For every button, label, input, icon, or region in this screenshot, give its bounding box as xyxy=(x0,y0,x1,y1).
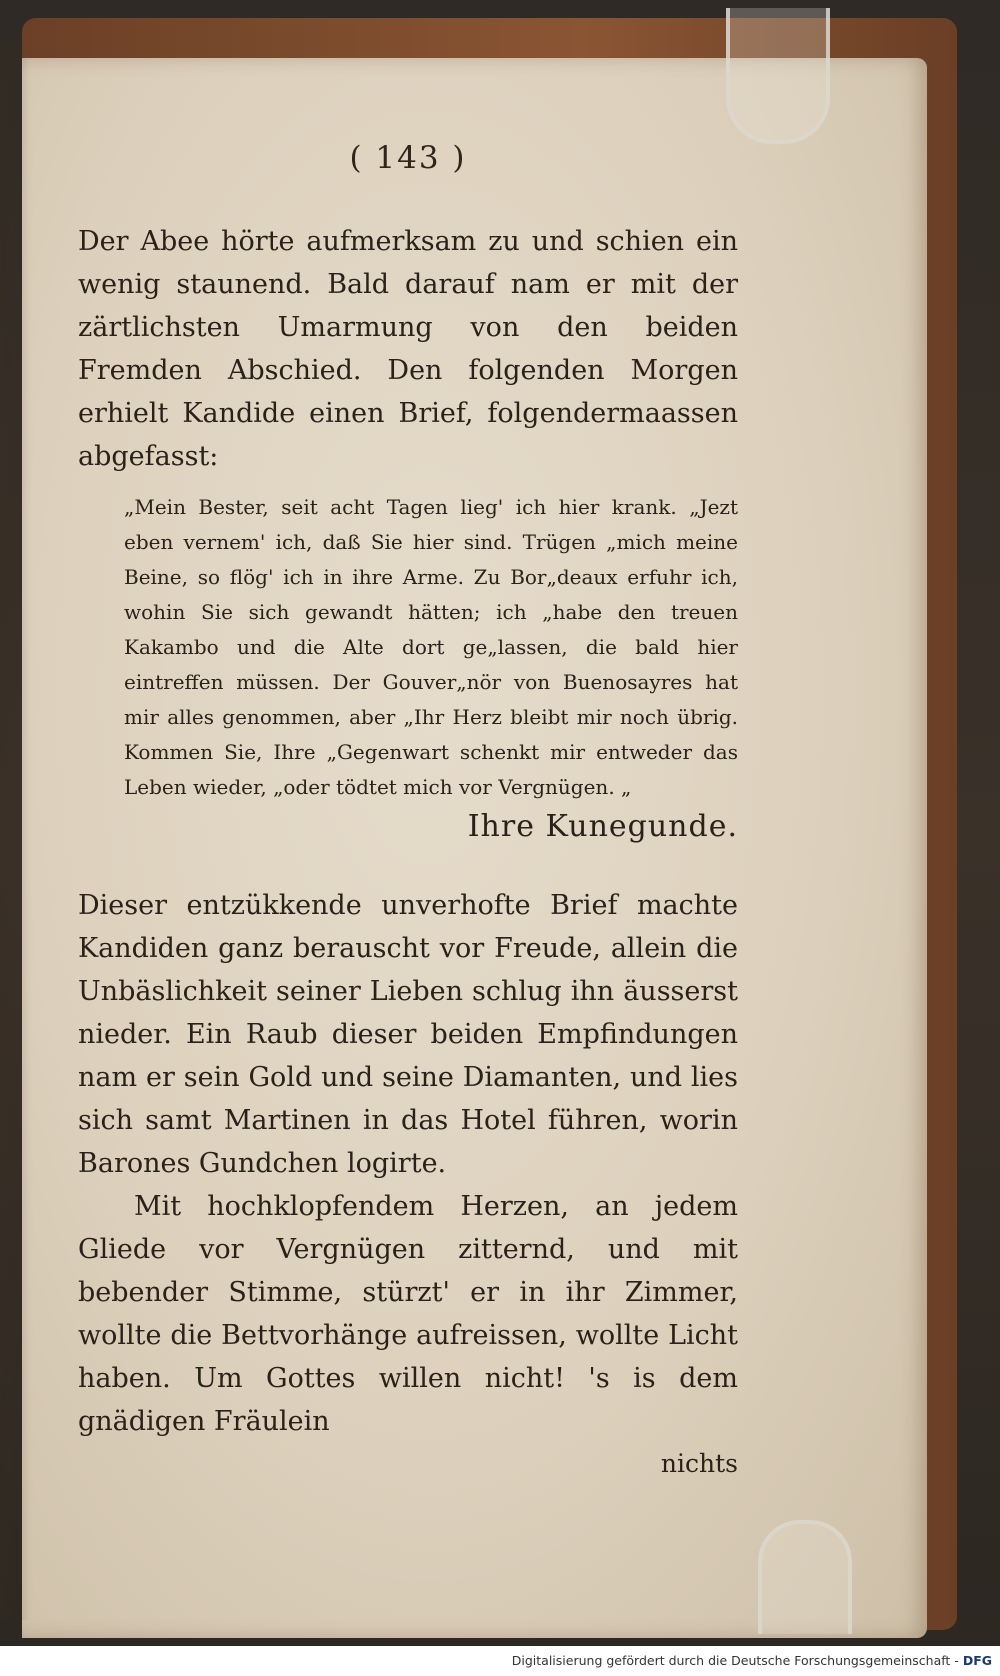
letter-signature: Ihre Kunegunde. xyxy=(467,809,738,844)
spine-shadow xyxy=(0,40,30,1620)
page-content xyxy=(78,140,738,1478)
dfg-logo: DFG xyxy=(962,1653,992,1668)
paragraph-2: Dieser entzükkende unverhofte Brief machte Kandiden ganz berauscht vor Freude, allein die Unbäslichkeit seiner Lieben schlug ihn äusserst nieder. Ein Raub dieser beiden Empfindungen nam er sein Gold und seine Diamanten, und lies sich samt Martinen in das Hotel führen, worin Barones Gundchen logirte. xyxy=(78,890,738,1179)
paragraph-1: Der Abee hörte aufmerksam zu und schien ein wenig staunend. Bald darauf nam er mit der zärtlichsten Umarmung von den beiden Fremden Abschied. Den folgenden Morgen erhielt Kandide einen Brief, folgendermaassen abgefasst: xyxy=(78,226,738,472)
footer-credit xyxy=(0,1646,1000,1676)
page-clip-bottom xyxy=(758,1520,852,1634)
footer-text: Digitalisierung gefördert durch die Deutsche Forschungsgemeinschaft - xyxy=(511,1653,959,1668)
page-clip-top xyxy=(726,8,830,144)
paragraph-3: Mit hochklopfendem Herzen, an jedem Gliede vor Vergnügen zitternd, und mit bebender Stimme, stürzt' er in ihr Zimmer, wollte die Bettvorhänge aufreissen, wollte Licht haben. Um Gottes willen nicht! 's is dem gnädigen Fräulein xyxy=(78,1191,738,1437)
catchword: nichts xyxy=(660,1449,738,1478)
letter-text: „Mein Bester, seit acht Tagen lieg' ich hier krank. „Jezt eben vernem' ich, daß Sie hier sind. Trügen „mich meine Beine, so flög' ich in ihre Arme. Zu Bor„deaux erfuhr ich, wohin Sie sich gewandt hätten; ich „habe den treuen Kakambo und die Alte dort ge„lassen, die bald hier eintreffen müssen. Der Gouver„nör von Buenosayres hat mir alles genommen, aber „Ihr Herz bleibt mir noch übrig. Kommen Sie, Ihre „Gegenwart schenkt mir entweder das Leben wieder, „oder tödtet mich vor Vergnügen. „ xyxy=(124,495,738,799)
page-number: ( 143 ) xyxy=(349,140,467,176)
